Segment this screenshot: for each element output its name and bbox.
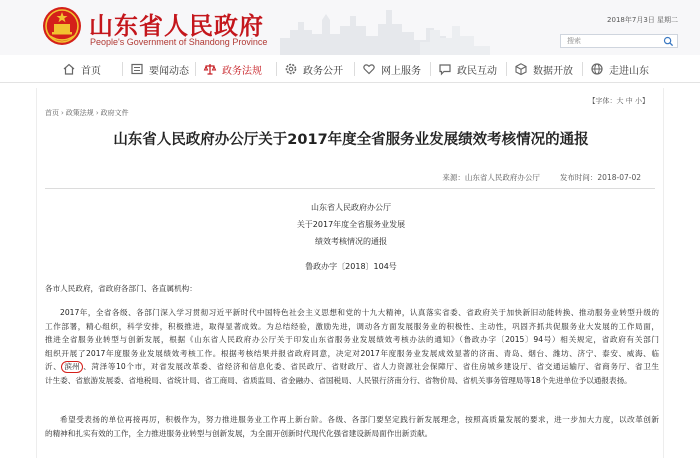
highlighted-city: 滨州 [61,361,82,373]
nav-divider [122,62,123,76]
nav-item-label: 政民互动 [457,65,497,77]
source-label: 来源： [442,173,465,182]
paragraph-line: 组织开展了2017年度服务业发展绩效考核工作。根据考核结果并报省政府同意，决定对2017年度服务业发展成效显著的济南、青岛、烟台、潍坊、济宁、泰安、威海、临 [45,348,659,358]
heart-icon [362,62,376,76]
doc-meta [442,172,641,183]
scales-icon [203,62,217,76]
nav-item-home[interactable] [62,55,101,83]
nav-item-label: 政务法规 [222,65,262,77]
breadcrumb-gov-docs[interactable]: 政府文件 [100,109,129,117]
nav-item-open-data[interactable] [514,55,573,83]
paragraph-line: 工作部署，精心组织，科学安排，积极推进，取得显著成效。为总结经验，激励先进，调动各方面发展服务业的积极性、主动性，巩固齐抓共促服务业大发展的工作局面， [45,321,659,331]
search-box [560,34,678,48]
site-title: 山东省人民政府 [89,12,264,40]
current-date: 2018年7月3日 星期二 [607,16,678,24]
nav-item-gov-affairs[interactable] [284,55,343,83]
nav-divider [354,62,355,76]
breadcrumb: 首页 › 政策法规 › 政府文件 [45,109,129,117]
main-nav [0,55,700,83]
font-size-control[interactable]: 【字体：大 中 小】 [588,97,649,105]
paragraph-2 [45,413,659,440]
nav-item-policy[interactable] [203,55,262,83]
paragraph-line: 的精神和扎实有效的工作，全力推进服务业转型与创新发展，为全面开创新时代现代化强省建设新局面作出新贡献。 [45,428,433,438]
paragraph-1 [45,306,659,388]
search-input[interactable] [567,35,657,47]
page-title: 山东省人民政府办公厅关于2017年度全省服务业发展绩效考核情况的通报 [113,132,589,148]
nav-divider [276,62,277,76]
publish-label: 发布时间： [559,173,598,182]
breadcrumb-home[interactable]: 首页 [45,109,59,117]
doc-number: 鲁政办字〔2018〕104号 [305,262,397,271]
paragraph-line: 推进全省服务业转型与创新发展，根据《山东省人民政府办公厅关于印发山东省服务业发展绩效考核办法的通知》（鲁政办字〔2015〕94号）相关规定，省政府有关部门 [45,335,659,345]
source-link[interactable]: 山东省人民政府办公厅 [464,173,540,182]
paragraph-line: 希望受表扬的单位再接再厉，积极作为，努力推进服务业工作再上新台阶。各级、各部门要坚定践行新发展理念，按照高质量发展的要求，进一步加大力度，以改革创新 [60,415,659,424]
nav-item-label: 走进山东 [609,65,649,77]
breadcrumb-policy[interactable]: 政策法规 [65,109,94,117]
nav-divider [506,62,507,76]
nav-item-label: 政务公开 [303,65,343,77]
national-emblem-icon [42,6,82,46]
publish-date: 2018-07-02 [597,173,641,182]
nav-item-label: 要闻动态 [149,65,189,77]
site-subtitle: People's Government of Shandong Province [90,37,268,47]
cube-icon [514,62,528,76]
nav-item-label: 首页 [81,65,101,77]
divider [45,188,655,189]
nav-divider [430,62,431,76]
nav-item-shandong[interactable] [590,55,649,83]
gear-icon [284,62,298,76]
salutation [45,282,659,296]
paragraph-line: 计生委、省旅游发展委、省地税局、省统计局、省工商局、省质监局、省金融办、省国税局、人民银行济南分行、省物价局、省机关事务管理局等18个先进单位予以通报表扬。 [45,375,632,385]
paragraph-line [45,360,659,374]
paragraph-line: 2017年，全省各级、各部门深入学习贯彻习近平新时代中国特色社会主义思想和党的十九大精神，认真落实省委、省政府关于加快新旧动能转换、推动服务业转型升级的 [60,308,659,317]
nav-item-online-service[interactable] [362,55,421,83]
text-run: 、菏泽等10个市，对省发展改革委、省经济和信息化委、省民政厅、省财政厅、省人力资源社会保障厅、省住房城乡建设厅、省交通运输厅、省商务厅、省卫生 [82,362,660,372]
text-run: 沂、 [45,362,62,372]
cover-title-line-1: 关于2017年度全省服务业发展 [296,220,406,229]
nav-item-interaction[interactable] [438,55,497,83]
issuer: 山东省人民政府办公厅 [311,203,391,212]
nav-divider [582,62,583,76]
nav-divider [195,62,196,76]
salutation-text: 各市人民政府，省政府各部门、各直属机构： [45,284,197,293]
search-icon[interactable] [663,36,674,47]
news-icon [130,62,144,76]
chat-icon [438,62,452,76]
globe-icon [590,62,604,76]
nav-item-label: 数据开放 [533,65,573,77]
cover-title-line-2: 绩效考核情况的通报 [315,237,387,246]
article-panel [36,88,664,458]
nav-item-news[interactable] [130,55,189,83]
nav-item-label: 网上服务 [381,65,421,77]
site-header [0,0,700,55]
home-icon [62,62,76,76]
